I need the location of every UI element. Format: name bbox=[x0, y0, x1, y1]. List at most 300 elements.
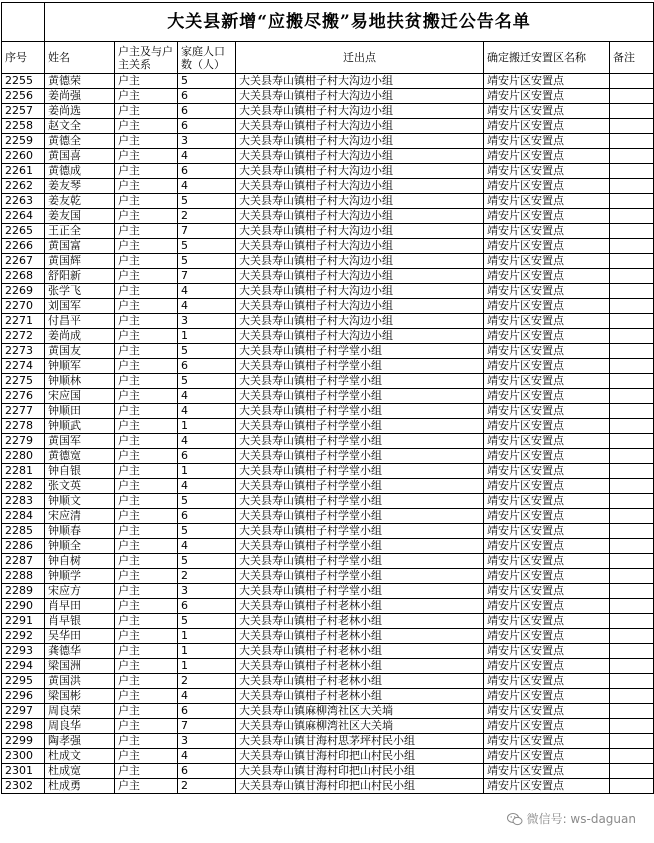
cell-destination: 靖安片区安置点 bbox=[484, 104, 610, 119]
cell-origin: 大关县寿山镇柑子村大沟边小组 bbox=[236, 164, 484, 179]
cell-relation: 户主 bbox=[115, 194, 178, 209]
table-row bbox=[2, 479, 654, 494]
cell-relation: 户主 bbox=[115, 314, 178, 329]
cell-remarks bbox=[610, 119, 654, 134]
cell-name: 黄国富 bbox=[45, 239, 115, 254]
table-row bbox=[2, 434, 654, 449]
table-row bbox=[2, 419, 654, 434]
cell-name: 姜友国 bbox=[45, 209, 115, 224]
cell-relation: 户主 bbox=[115, 419, 178, 434]
table-row bbox=[2, 374, 654, 389]
cell-family-size: 5 bbox=[178, 494, 236, 509]
cell-seq: 2285 bbox=[2, 524, 45, 539]
header-name: 姓名 bbox=[45, 42, 115, 74]
cell-family-size: 4 bbox=[178, 539, 236, 554]
cell-origin: 大关县寿山镇柑子村学堂小组 bbox=[236, 524, 484, 539]
cell-destination: 靖安片区安置点 bbox=[484, 509, 610, 524]
cell-relation: 户主 bbox=[115, 164, 178, 179]
cell-name: 钟顺学 bbox=[45, 569, 115, 584]
cell-destination: 靖安片区安置点 bbox=[484, 269, 610, 284]
cell-destination: 靖安片区安置点 bbox=[484, 464, 610, 479]
cell-relation: 户主 bbox=[115, 584, 178, 599]
cell-destination: 靖安片区安置点 bbox=[484, 764, 610, 779]
table-row bbox=[2, 209, 654, 224]
cell-destination: 靖安片区安置点 bbox=[484, 74, 610, 89]
cell-remarks bbox=[610, 239, 654, 254]
cell-remarks bbox=[610, 449, 654, 464]
cell-destination: 靖安片区安置点 bbox=[484, 344, 610, 359]
cell-family-size: 7 bbox=[178, 719, 236, 734]
cell-origin: 大关县寿山镇柑子村大沟边小组 bbox=[236, 269, 484, 284]
header-seq: 序号 bbox=[2, 42, 45, 74]
table-row bbox=[2, 254, 654, 269]
cell-remarks bbox=[610, 644, 654, 659]
title-row bbox=[2, 3, 654, 42]
table-row bbox=[2, 134, 654, 149]
page-title: 大关县新增“应搬尽搬”易地扶贫搬迁公告名单 bbox=[45, 3, 654, 42]
cell-family-size: 6 bbox=[178, 704, 236, 719]
cell-destination: 靖安片区安置点 bbox=[484, 659, 610, 674]
cell-destination: 靖安片区安置点 bbox=[484, 164, 610, 179]
cell-destination: 靖安片区安置点 bbox=[484, 614, 610, 629]
table-row bbox=[2, 689, 654, 704]
cell-destination: 靖安片区安置点 bbox=[484, 119, 610, 134]
cell-family-size: 5 bbox=[178, 74, 236, 89]
cell-seq: 2268 bbox=[2, 269, 45, 284]
cell-relation: 户主 bbox=[115, 104, 178, 119]
table-row bbox=[2, 539, 654, 554]
cell-destination: 靖安片区安置点 bbox=[484, 224, 610, 239]
cell-family-size: 4 bbox=[178, 749, 236, 764]
table-row bbox=[2, 404, 654, 419]
table-row bbox=[2, 269, 654, 284]
cell-relation: 户主 bbox=[115, 464, 178, 479]
cell-remarks bbox=[610, 89, 654, 104]
cell-relation: 户主 bbox=[115, 734, 178, 749]
cell-remarks bbox=[610, 689, 654, 704]
cell-destination: 靖安片区安置点 bbox=[484, 389, 610, 404]
cell-origin: 大关县寿山镇柑子村老林小组 bbox=[236, 659, 484, 674]
cell-origin: 大关县寿山镇甘海村印把山村民小组 bbox=[236, 749, 484, 764]
cell-name: 肖早银 bbox=[45, 614, 115, 629]
cell-seq: 2278 bbox=[2, 419, 45, 434]
cell-remarks bbox=[610, 209, 654, 224]
cell-family-size: 4 bbox=[178, 404, 236, 419]
cell-destination: 靖安片区安置点 bbox=[484, 719, 610, 734]
cell-family-size: 4 bbox=[178, 434, 236, 449]
cell-family-size: 1 bbox=[178, 644, 236, 659]
cell-origin: 大关县寿山镇柑子村大沟边小组 bbox=[236, 194, 484, 209]
table-row bbox=[2, 149, 654, 164]
cell-relation: 户主 bbox=[115, 629, 178, 644]
cell-seq: 2288 bbox=[2, 569, 45, 584]
cell-relation: 户主 bbox=[115, 494, 178, 509]
cell-destination: 靖安片区安置点 bbox=[484, 524, 610, 539]
cell-name: 梁国洲 bbox=[45, 659, 115, 674]
cell-origin: 大关县寿山镇柑子村大沟边小组 bbox=[236, 299, 484, 314]
cell-origin: 大关县寿山镇柑子村学堂小组 bbox=[236, 569, 484, 584]
cell-name: 钟自银 bbox=[45, 464, 115, 479]
cell-remarks bbox=[610, 179, 654, 194]
cell-name: 黄国军 bbox=[45, 434, 115, 449]
cell-seq: 2255 bbox=[2, 74, 45, 89]
cell-family-size: 5 bbox=[178, 374, 236, 389]
cell-origin: 大关县寿山镇柑子村老林小组 bbox=[236, 689, 484, 704]
cell-name: 姜尚成 bbox=[45, 329, 115, 344]
cell-family-size: 6 bbox=[178, 119, 236, 134]
cell-name: 黄德成 bbox=[45, 164, 115, 179]
cell-family-size: 4 bbox=[178, 299, 236, 314]
cell-origin: 大关县寿山镇甘海村思茅坪村民小组 bbox=[236, 734, 484, 749]
cell-remarks bbox=[610, 329, 654, 344]
cell-seq: 2260 bbox=[2, 149, 45, 164]
cell-relation: 户主 bbox=[115, 449, 178, 464]
table-row bbox=[2, 194, 654, 209]
cell-remarks bbox=[610, 299, 654, 314]
cell-seq: 2290 bbox=[2, 599, 45, 614]
cell-remarks bbox=[610, 74, 654, 89]
cell-name: 黄德宽 bbox=[45, 449, 115, 464]
cell-seq: 2257 bbox=[2, 104, 45, 119]
cell-name: 宋应清 bbox=[45, 509, 115, 524]
cell-seq: 2298 bbox=[2, 719, 45, 734]
cell-name: 黄国喜 bbox=[45, 149, 115, 164]
cell-seq: 2294 bbox=[2, 659, 45, 674]
cell-seq: 2283 bbox=[2, 494, 45, 509]
cell-seq: 2296 bbox=[2, 689, 45, 704]
cell-destination: 靖安片区安置点 bbox=[484, 314, 610, 329]
cell-remarks bbox=[610, 614, 654, 629]
cell-remarks bbox=[610, 389, 654, 404]
cell-remarks bbox=[610, 629, 654, 644]
cell-relation: 户主 bbox=[115, 479, 178, 494]
cell-family-size: 3 bbox=[178, 734, 236, 749]
cell-destination: 靖安片区安置点 bbox=[484, 749, 610, 764]
table-row bbox=[2, 584, 654, 599]
cell-relation: 户主 bbox=[115, 254, 178, 269]
cell-relation: 户主 bbox=[115, 719, 178, 734]
cell-seq: 2281 bbox=[2, 464, 45, 479]
table-row bbox=[2, 464, 654, 479]
cell-relation: 户主 bbox=[115, 239, 178, 254]
cell-name: 黄德荣 bbox=[45, 74, 115, 89]
cell-destination: 靖安片区安置点 bbox=[484, 89, 610, 104]
cell-origin: 大关县寿山镇麻柳湾社区大关埫 bbox=[236, 719, 484, 734]
cell-origin: 大关县寿山镇柑子村大沟边小组 bbox=[236, 224, 484, 239]
cell-destination: 靖安片区安置点 bbox=[484, 239, 610, 254]
cell-family-size: 6 bbox=[178, 599, 236, 614]
cell-origin: 大关县寿山镇柑子村学堂小组 bbox=[236, 509, 484, 524]
cell-remarks bbox=[610, 344, 654, 359]
cell-name: 姜尚选 bbox=[45, 104, 115, 119]
cell-relation: 户主 bbox=[115, 539, 178, 554]
table-row bbox=[2, 719, 654, 734]
cell-remarks bbox=[610, 539, 654, 554]
cell-origin: 大关县寿山镇柑子村学堂小组 bbox=[236, 389, 484, 404]
cell-relation: 户主 bbox=[115, 614, 178, 629]
cell-remarks bbox=[610, 149, 654, 164]
cell-origin: 大关县寿山镇柑子村学堂小组 bbox=[236, 554, 484, 569]
cell-family-size: 6 bbox=[178, 104, 236, 119]
cell-seq: 2300 bbox=[2, 749, 45, 764]
cell-relation: 户主 bbox=[115, 644, 178, 659]
cell-relation: 户主 bbox=[115, 134, 178, 149]
cell-origin: 大关县寿山镇甘海村印把山村民小组 bbox=[236, 764, 484, 779]
cell-seq: 2295 bbox=[2, 674, 45, 689]
cell-name: 杜成勇 bbox=[45, 779, 115, 794]
cell-family-size: 4 bbox=[178, 179, 236, 194]
cell-family-size: 5 bbox=[178, 614, 236, 629]
cell-seq: 2293 bbox=[2, 644, 45, 659]
cell-name: 龚德华 bbox=[45, 644, 115, 659]
relocation-table bbox=[1, 2, 654, 794]
cell-destination: 靖安片区安置点 bbox=[484, 704, 610, 719]
cell-seq: 2263 bbox=[2, 194, 45, 209]
cell-seq: 2258 bbox=[2, 119, 45, 134]
cell-relation: 户主 bbox=[115, 554, 178, 569]
cell-name: 舒阳新 bbox=[45, 269, 115, 284]
table-row bbox=[2, 389, 654, 404]
cell-seq: 2299 bbox=[2, 734, 45, 749]
cell-relation: 户主 bbox=[115, 749, 178, 764]
cell-destination: 靖安片区安置点 bbox=[484, 434, 610, 449]
cell-family-size: 4 bbox=[178, 479, 236, 494]
cell-remarks bbox=[610, 584, 654, 599]
cell-destination: 靖安片区安置点 bbox=[484, 284, 610, 299]
cell-destination: 靖安片区安置点 bbox=[484, 689, 610, 704]
cell-destination: 靖安片区安置点 bbox=[484, 194, 610, 209]
cell-remarks bbox=[610, 749, 654, 764]
table-row bbox=[2, 359, 654, 374]
cell-seq: 2259 bbox=[2, 134, 45, 149]
cell-name: 周良荣 bbox=[45, 704, 115, 719]
cell-remarks bbox=[610, 164, 654, 179]
cell-name: 宋应国 bbox=[45, 389, 115, 404]
cell-relation: 户主 bbox=[115, 299, 178, 314]
cell-name: 黄德全 bbox=[45, 134, 115, 149]
cell-remarks bbox=[610, 494, 654, 509]
cell-origin: 大关县寿山镇柑子村学堂小组 bbox=[236, 419, 484, 434]
cell-origin: 大关县寿山镇柑子村大沟边小组 bbox=[236, 314, 484, 329]
cell-relation: 户主 bbox=[115, 74, 178, 89]
cell-origin: 大关县寿山镇麻柳湾社区大关埫 bbox=[236, 704, 484, 719]
cell-name: 黄国友 bbox=[45, 344, 115, 359]
cell-destination: 靖安片区安置点 bbox=[484, 449, 610, 464]
cell-relation: 户主 bbox=[115, 569, 178, 584]
cell-relation: 户主 bbox=[115, 374, 178, 389]
cell-family-size: 2 bbox=[178, 674, 236, 689]
cell-family-size: 3 bbox=[178, 134, 236, 149]
cell-seq: 2276 bbox=[2, 389, 45, 404]
cell-remarks bbox=[610, 674, 654, 689]
wechat-icon bbox=[507, 812, 523, 826]
cell-family-size: 4 bbox=[178, 689, 236, 704]
cell-seq: 2265 bbox=[2, 224, 45, 239]
cell-seq: 2256 bbox=[2, 89, 45, 104]
cell-family-size: 7 bbox=[178, 269, 236, 284]
cell-family-size: 4 bbox=[178, 284, 236, 299]
cell-family-size: 2 bbox=[178, 569, 236, 584]
cell-family-size: 2 bbox=[178, 209, 236, 224]
table-row bbox=[2, 89, 654, 104]
header-relation: 户主及与户主关系 bbox=[115, 42, 178, 74]
cell-origin: 大关县寿山镇柑子村学堂小组 bbox=[236, 464, 484, 479]
cell-origin: 大关县寿山镇柑子村大沟边小组 bbox=[236, 74, 484, 89]
cell-name: 刘国军 bbox=[45, 299, 115, 314]
cell-seq: 2262 bbox=[2, 179, 45, 194]
cell-seq: 2287 bbox=[2, 554, 45, 569]
cell-seq: 2270 bbox=[2, 299, 45, 314]
watermark-text: 微信号: ws-daguan bbox=[526, 812, 636, 826]
cell-origin: 大关县寿山镇柑子村大沟边小组 bbox=[236, 209, 484, 224]
cell-remarks bbox=[610, 419, 654, 434]
cell-family-size: 5 bbox=[178, 194, 236, 209]
cell-origin: 大关县寿山镇柑子村大沟边小组 bbox=[236, 239, 484, 254]
cell-name: 姜友乾 bbox=[45, 194, 115, 209]
cell-origin: 大关县寿山镇柑子村学堂小组 bbox=[236, 449, 484, 464]
cell-relation: 户主 bbox=[115, 524, 178, 539]
cell-origin: 大关县寿山镇柑子村大沟边小组 bbox=[236, 254, 484, 269]
table-row bbox=[2, 629, 654, 644]
cell-name: 钟顺林 bbox=[45, 374, 115, 389]
cell-remarks bbox=[610, 779, 654, 794]
cell-name: 钟顺田 bbox=[45, 404, 115, 419]
cell-family-size: 1 bbox=[178, 419, 236, 434]
cell-relation: 户主 bbox=[115, 659, 178, 674]
cell-origin: 大关县寿山镇柑子村老林小组 bbox=[236, 614, 484, 629]
cell-origin: 大关县寿山镇柑子村学堂小组 bbox=[236, 374, 484, 389]
table-row bbox=[2, 704, 654, 719]
cell-remarks bbox=[610, 479, 654, 494]
cell-origin: 大关县寿山镇柑子村大沟边小组 bbox=[236, 149, 484, 164]
table-row bbox=[2, 494, 654, 509]
cell-remarks bbox=[610, 314, 654, 329]
cell-destination: 靖安片区安置点 bbox=[484, 554, 610, 569]
cell-family-size: 3 bbox=[178, 314, 236, 329]
cell-remarks bbox=[610, 194, 654, 209]
cell-seq: 2277 bbox=[2, 404, 45, 419]
header-remarks: 备注 bbox=[610, 42, 654, 74]
cell-family-size: 1 bbox=[178, 629, 236, 644]
cell-name: 赵文全 bbox=[45, 119, 115, 134]
cell-remarks bbox=[610, 764, 654, 779]
cell-seq: 2266 bbox=[2, 239, 45, 254]
cell-family-size: 4 bbox=[178, 149, 236, 164]
cell-origin: 大关县寿山镇柑子村学堂小组 bbox=[236, 539, 484, 554]
cell-remarks bbox=[610, 464, 654, 479]
cell-destination: 靖安片区安置点 bbox=[484, 599, 610, 614]
table-row bbox=[2, 329, 654, 344]
cell-family-size: 6 bbox=[178, 764, 236, 779]
cell-relation: 户主 bbox=[115, 344, 178, 359]
cell-family-size: 5 bbox=[178, 524, 236, 539]
cell-origin: 大关县寿山镇柑子村大沟边小组 bbox=[236, 104, 484, 119]
table-row bbox=[2, 104, 654, 119]
cell-seq: 2272 bbox=[2, 329, 45, 344]
cell-relation: 户主 bbox=[115, 284, 178, 299]
cell-relation: 户主 bbox=[115, 149, 178, 164]
cell-name: 付昌平 bbox=[45, 314, 115, 329]
cell-seq: 2279 bbox=[2, 434, 45, 449]
cell-name: 肖早田 bbox=[45, 599, 115, 614]
cell-name: 梁国彬 bbox=[45, 689, 115, 704]
cell-relation: 户主 bbox=[115, 329, 178, 344]
cell-remarks bbox=[610, 509, 654, 524]
table-row bbox=[2, 164, 654, 179]
cell-origin: 大关县寿山镇柑子村大沟边小组 bbox=[236, 89, 484, 104]
cell-destination: 靖安片区安置点 bbox=[484, 419, 610, 434]
table-row bbox=[2, 179, 654, 194]
cell-family-size: 5 bbox=[178, 554, 236, 569]
cell-remarks bbox=[610, 719, 654, 734]
cell-family-size: 1 bbox=[178, 329, 236, 344]
table-row bbox=[2, 599, 654, 614]
cell-name: 周良华 bbox=[45, 719, 115, 734]
table-row bbox=[2, 119, 654, 134]
cell-name: 钟顺武 bbox=[45, 419, 115, 434]
cell-destination: 靖安片区安置点 bbox=[484, 209, 610, 224]
cell-family-size: 5 bbox=[178, 344, 236, 359]
cell-family-size: 5 bbox=[178, 239, 236, 254]
cell-origin: 大关县寿山镇柑子村大沟边小组 bbox=[236, 284, 484, 299]
table-row bbox=[2, 644, 654, 659]
cell-origin: 大关县寿山镇柑子村大沟边小组 bbox=[236, 134, 484, 149]
table-row bbox=[2, 314, 654, 329]
cell-relation: 户主 bbox=[115, 359, 178, 374]
cell-seq: 2264 bbox=[2, 209, 45, 224]
cell-family-size: 3 bbox=[178, 584, 236, 599]
cell-destination: 靖安片区安置点 bbox=[484, 359, 610, 374]
table-row bbox=[2, 224, 654, 239]
table-row bbox=[2, 239, 654, 254]
cell-origin: 大关县寿山镇柑子村学堂小组 bbox=[236, 584, 484, 599]
cell-name: 王正全 bbox=[45, 224, 115, 239]
table-row bbox=[2, 344, 654, 359]
cell-destination: 靖安片区安置点 bbox=[484, 779, 610, 794]
cell-destination: 靖安片区安置点 bbox=[484, 299, 610, 314]
cell-seq: 2271 bbox=[2, 314, 45, 329]
cell-destination: 靖安片区安置点 bbox=[484, 569, 610, 584]
cell-remarks bbox=[610, 659, 654, 674]
cell-destination: 靖安片区安置点 bbox=[484, 539, 610, 554]
table-row bbox=[2, 299, 654, 314]
cell-family-size: 6 bbox=[178, 359, 236, 374]
cell-destination: 靖安片区安置点 bbox=[484, 479, 610, 494]
table-row bbox=[2, 524, 654, 539]
cell-origin: 大关县寿山镇柑子村老林小组 bbox=[236, 599, 484, 614]
cell-destination: 靖安片区安置点 bbox=[484, 149, 610, 164]
cell-remarks bbox=[610, 224, 654, 239]
cell-destination: 靖安片区安置点 bbox=[484, 629, 610, 644]
header-destination: 确定搬迁安置区名称 bbox=[484, 42, 610, 74]
cell-destination: 靖安片区安置点 bbox=[484, 179, 610, 194]
cell-remarks bbox=[610, 374, 654, 389]
cell-family-size: 6 bbox=[178, 449, 236, 464]
cell-origin: 大关县寿山镇柑子村大沟边小组 bbox=[236, 329, 484, 344]
cell-remarks bbox=[610, 134, 654, 149]
cell-name: 钟顺文 bbox=[45, 494, 115, 509]
cell-remarks bbox=[610, 269, 654, 284]
cell-family-size: 7 bbox=[178, 224, 236, 239]
cell-name: 张文英 bbox=[45, 479, 115, 494]
cell-relation: 户主 bbox=[115, 179, 178, 194]
cell-destination: 靖安片区安置点 bbox=[484, 329, 610, 344]
cell-name: 钟自树 bbox=[45, 554, 115, 569]
table-row bbox=[2, 659, 654, 674]
cell-relation: 户主 bbox=[115, 674, 178, 689]
cell-remarks bbox=[610, 254, 654, 269]
cell-origin: 大关县寿山镇柑子村大沟边小组 bbox=[236, 179, 484, 194]
